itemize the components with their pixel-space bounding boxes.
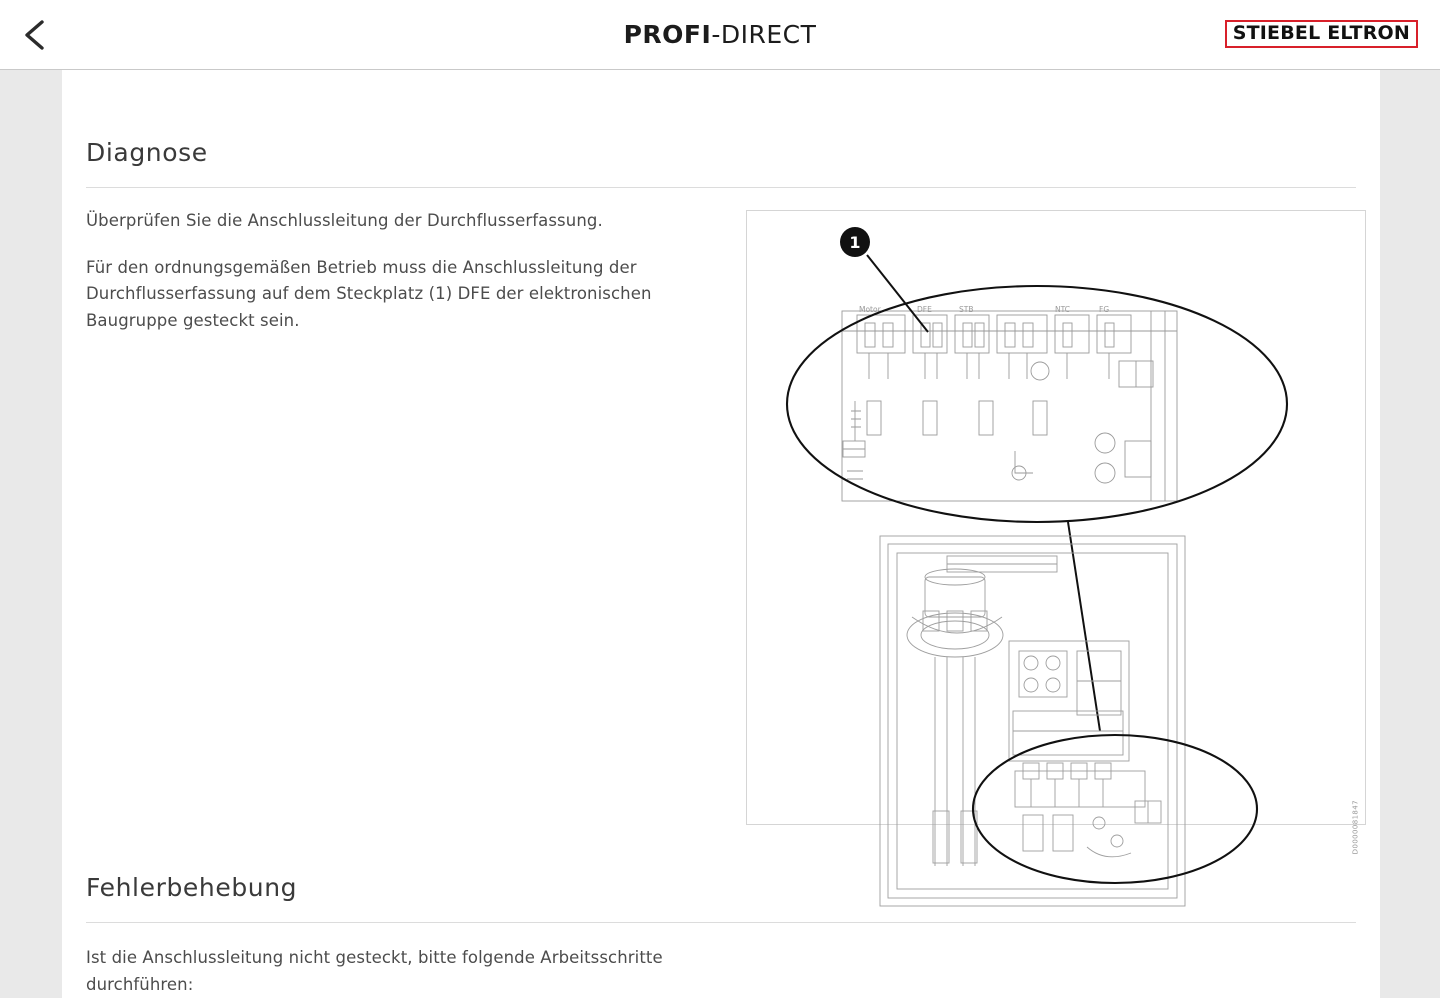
paragraph-3: Ist die Anschlussleitung nicht gesteckt, bitte folgende Arbeitsschritte durchführen:: [86, 948, 663, 994]
svg-text:Motor: Motor: [859, 305, 881, 314]
back-button[interactable]: [0, 0, 70, 70]
svg-text:FG: FG: [1099, 305, 1110, 314]
section-title-diagnose: Diagnose: [86, 70, 1356, 188]
svg-text:DFE: DFE: [917, 305, 932, 314]
brand-logo: [1225, 20, 1418, 48]
section-text-column: [86, 188, 746, 335]
figure-column: [746, 188, 1366, 855]
chevron-left-icon: [21, 18, 49, 52]
zoom-ellipse-top: [787, 286, 1287, 522]
figure-illustration: [747, 211, 1365, 824]
page-title-light: DIRECT: [720, 20, 817, 49]
page-title-separator: -: [711, 20, 721, 49]
section-title-fehlerbehebung: Fehlerbehebung: [86, 825, 1356, 923]
right-margin: [1380, 70, 1440, 900]
svg-text:STB: STB: [959, 305, 974, 314]
content-scroll-area[interactable]: [0, 70, 1440, 994]
page-title-bold: PROFI: [623, 20, 712, 49]
svg-text:1: 1: [849, 233, 861, 252]
paragraph-1: Überprüfen Sie die Anschlussleitung der Durchflusserfassung.: [86, 211, 603, 230]
paragraph-2: Für den ordnungsgemäßen Betrieb muss die Anschlussleitung der Durchflusserfassung auf dem Steckplatz (1) DFE der elektronischen Baugruppe gesteckt sein.: [86, 257, 652, 331]
figure-callout-1: [840, 227, 870, 257]
section-body: [86, 188, 1359, 855]
left-margin: [0, 70, 62, 900]
svg-text:NTC: NTC: [1055, 305, 1070, 314]
top-app-bar: [0, 0, 1440, 70]
document-page: [62, 70, 1380, 998]
figure-caption-code: D0000081847: [1351, 800, 1359, 855]
figure-diagram[interactable]: [746, 210, 1366, 855]
brand-logo-text: STIEBEL ELTRON: [1232, 22, 1410, 44]
